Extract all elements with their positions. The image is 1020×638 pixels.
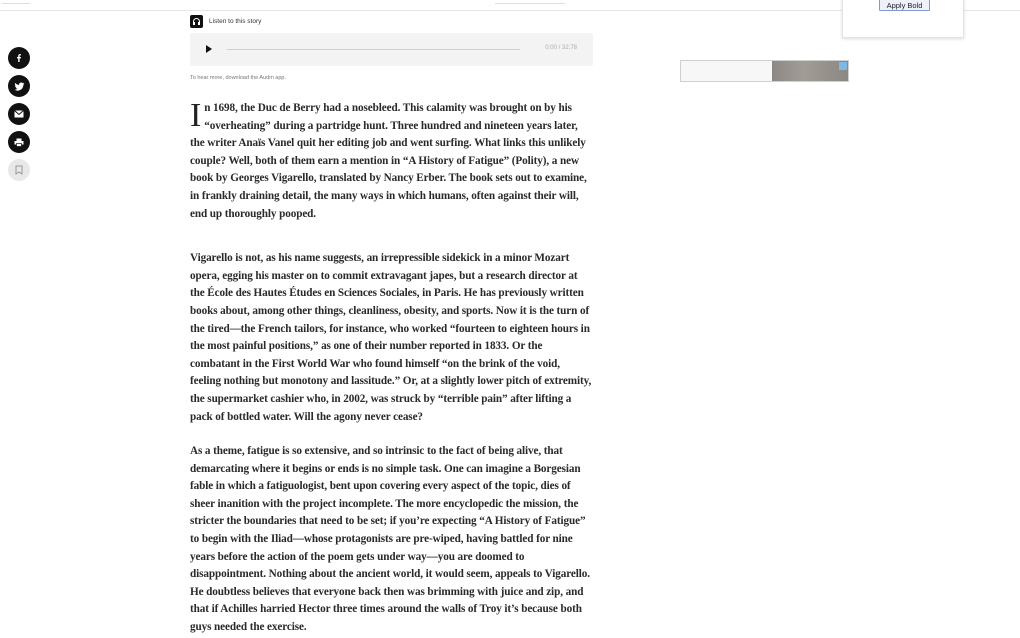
- site-logo[interactable]: [2, 0, 30, 4]
- share-twitter-button[interactable]: [8, 75, 30, 97]
- listen-label: Listen to this story: [209, 17, 262, 25]
- envelope-icon: [14, 110, 24, 118]
- facebook-icon: [14, 53, 24, 63]
- twitter-icon: [14, 81, 25, 91]
- audio-time: 0:00 / 32:78: [545, 45, 577, 51]
- bookmark-icon: [15, 165, 23, 175]
- print-button[interactable]: [8, 131, 30, 153]
- formatting-popup: [842, 0, 964, 38]
- apply-bold-button[interactable]: Apply Bold: [879, 0, 930, 11]
- ad-image[interactable]: [772, 61, 849, 82]
- ad-choices-icon[interactable]: [839, 62, 847, 70]
- audm-app-note: To hear more, download the Audm app.: [190, 75, 287, 81]
- share-facebook-button[interactable]: [8, 47, 30, 69]
- play-button[interactable]: [206, 45, 212, 53]
- share-rail: [8, 47, 30, 187]
- article-paragraph: Vigarello is not, as his name suggests, an irrepressible sidekick in a minor Mozart opera, egging his master on to commit extravagant japes, but a research director at the École des Hautes Études en Sciences Sociales, in Paris. He has previously written books about, among other things, cleanliness, obesity, and sports. Now it is the turn of the tired—the French tailors, for instance, who worked “fourteen to eighteen hours in the most painful positions,” as one of their number reported in 1833. Or the combatant in the First World War who found himself “on the brink of the void, feeling nothing but monotony and lassitude.” Or, at a slightly lower pitch of extremity, the supermarket cashier who, in 2002, was struck by “terrible pain” after lifting a pack of bottled water. Will the agony never cease?: [190, 252, 592, 423]
- article-paragraph: As a theme, fatigue is so extensive, and so intrinsic to the fact of being alive, that demarcating where it begins or ends is no simple task. One can imagine a Borgesian fable in which a fatiguologist, bent upon covering every aspect of the topic, dies of sheer inanition with the project incomplete. The more encyclopedic the mission, the stricter the boundaries that need to be set; if you’re expecting “A History of Fatigue” to begin with the Iliad—whose protagonists are pre-wiped, having battled for nine years before the action of the poem gets under way—you are doomed to disappointment. Nothing about the ancient world, it would seem, appeals to Vigarello. He doubtless believes that everyone back then was brimming with juice and zip, and that if Achilles harried Hector three times around the walls of Troy it’s because both guys needed the exercise.: [190, 445, 590, 634]
- advertisement[interactable]: [680, 60, 849, 82]
- share-email-button[interactable]: [8, 103, 30, 125]
- headphones-icon: [190, 15, 203, 28]
- audio-progress-slider[interactable]: [227, 49, 520, 50]
- drop-cap: I: [190, 97, 202, 134]
- article-paragraph: In 1698, the Duc de Berry had a nosebleed. This calamity was brought on by his “overheating” during a partridge hunt. Three hundred and nineteen years later, the writer Anaïs Vanel quit her editing job and went surfing. What links this unlikely couple? Well, both of them earn a mention in “A History of Fatigue” (Polity), a new book by Georges Vigarello, translated by Nancy Erber. The book sets out to examine, in frankly draining detail, the many ways in which humans, often against their will, end up thoroughly pooped.: [190, 97, 587, 220]
- bookmark-button[interactable]: [8, 159, 30, 181]
- header-center-link[interactable]: [495, 0, 565, 4]
- article-body: [190, 97, 592, 637]
- listen-header: [190, 14, 261, 28]
- audio-player: [190, 33, 593, 66]
- printer-icon: [14, 138, 24, 147]
